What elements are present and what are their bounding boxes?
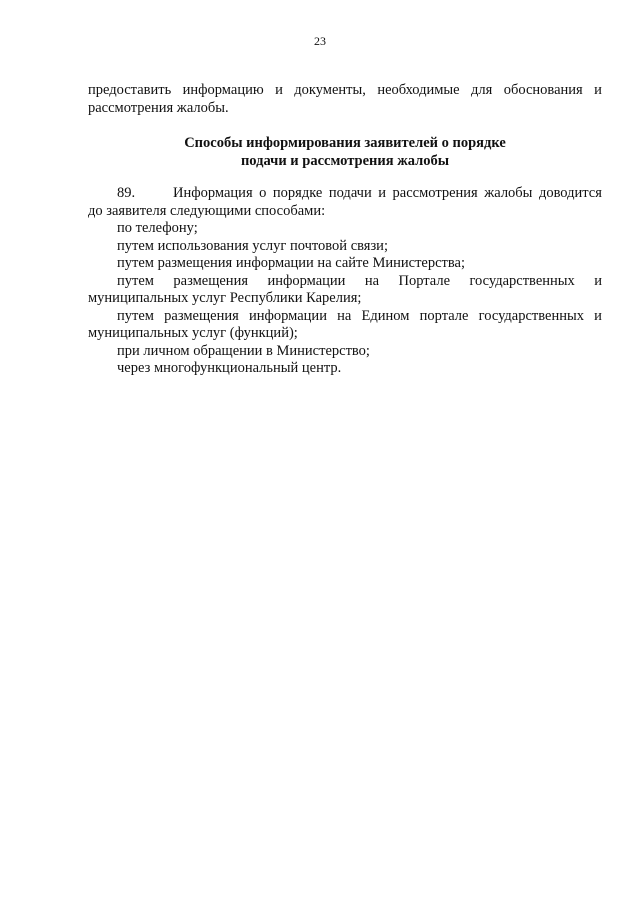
word: Едином (361, 307, 410, 324)
word: информации (267, 272, 346, 289)
word: государственных (478, 307, 584, 324)
word: и (275, 82, 283, 98)
word: доводится (538, 185, 602, 201)
word: Информация (173, 185, 253, 201)
word: и (594, 307, 602, 324)
list-item-single-portal-line-2: муниципальных услуг (функций); (88, 325, 298, 341)
word: портале (419, 307, 469, 324)
list-item-mfc: через многофункциональный центр. (117, 360, 342, 376)
word: рассмотрения (392, 185, 478, 201)
word: жалобы (484, 185, 533, 201)
word: государственных (469, 272, 575, 289)
word: о (259, 185, 267, 201)
word: на (337, 307, 352, 324)
page-number: 23 (314, 34, 326, 48)
word: и (378, 185, 387, 201)
word: на (364, 272, 380, 289)
list-item-in-person: при личном обращении в Министерство; (117, 342, 370, 359)
word: для (471, 82, 493, 98)
list-item-website: путем размещения информации на сайте Министерства; (117, 255, 465, 271)
word: документы, (294, 82, 366, 98)
word: размещения (173, 272, 249, 289)
word: информации (248, 307, 327, 324)
word: путем (117, 307, 154, 324)
continuation-paragraph (88, 82, 602, 117)
word: размещения (164, 307, 239, 324)
paragraph-89 (88, 185, 602, 378)
list-item-single-portal-line-1 (88, 308, 602, 326)
word: и (594, 272, 602, 289)
paragraph-number: 89. (117, 185, 136, 201)
list-item-phone: по телефону; (117, 220, 198, 236)
section-heading (88, 135, 602, 170)
word: предоставить (88, 82, 172, 98)
word: Портале (398, 272, 451, 289)
list-item-portal-rk-line-2: муниципальных услуг Республики Карелия; (88, 290, 362, 306)
list-item-portal-rk-line-1 (88, 273, 602, 291)
word: информацию (182, 82, 264, 98)
word: путем (117, 272, 154, 289)
word: и (594, 82, 602, 98)
word: подачи (328, 185, 372, 201)
list-item-post: путем использования услуг почтовой связи; (117, 237, 388, 254)
word: порядке (272, 185, 323, 201)
word: необходимые (377, 82, 460, 98)
section-heading-line-2: подачи и рассмотрения жалобы (240, 152, 450, 169)
paragraph-89-line-1-text (173, 185, 602, 203)
continuation-line-2: рассмотрения жалобы. (88, 99, 229, 116)
paragraph-89-line-1 (88, 185, 602, 203)
section-heading-line-1: Способы информирования заявителей о порядке (184, 135, 506, 151)
word: обоснования (503, 82, 583, 98)
paragraph-89-line-2: до заявителя следующими способами: (88, 202, 326, 219)
continuation-line-1 (88, 82, 602, 100)
